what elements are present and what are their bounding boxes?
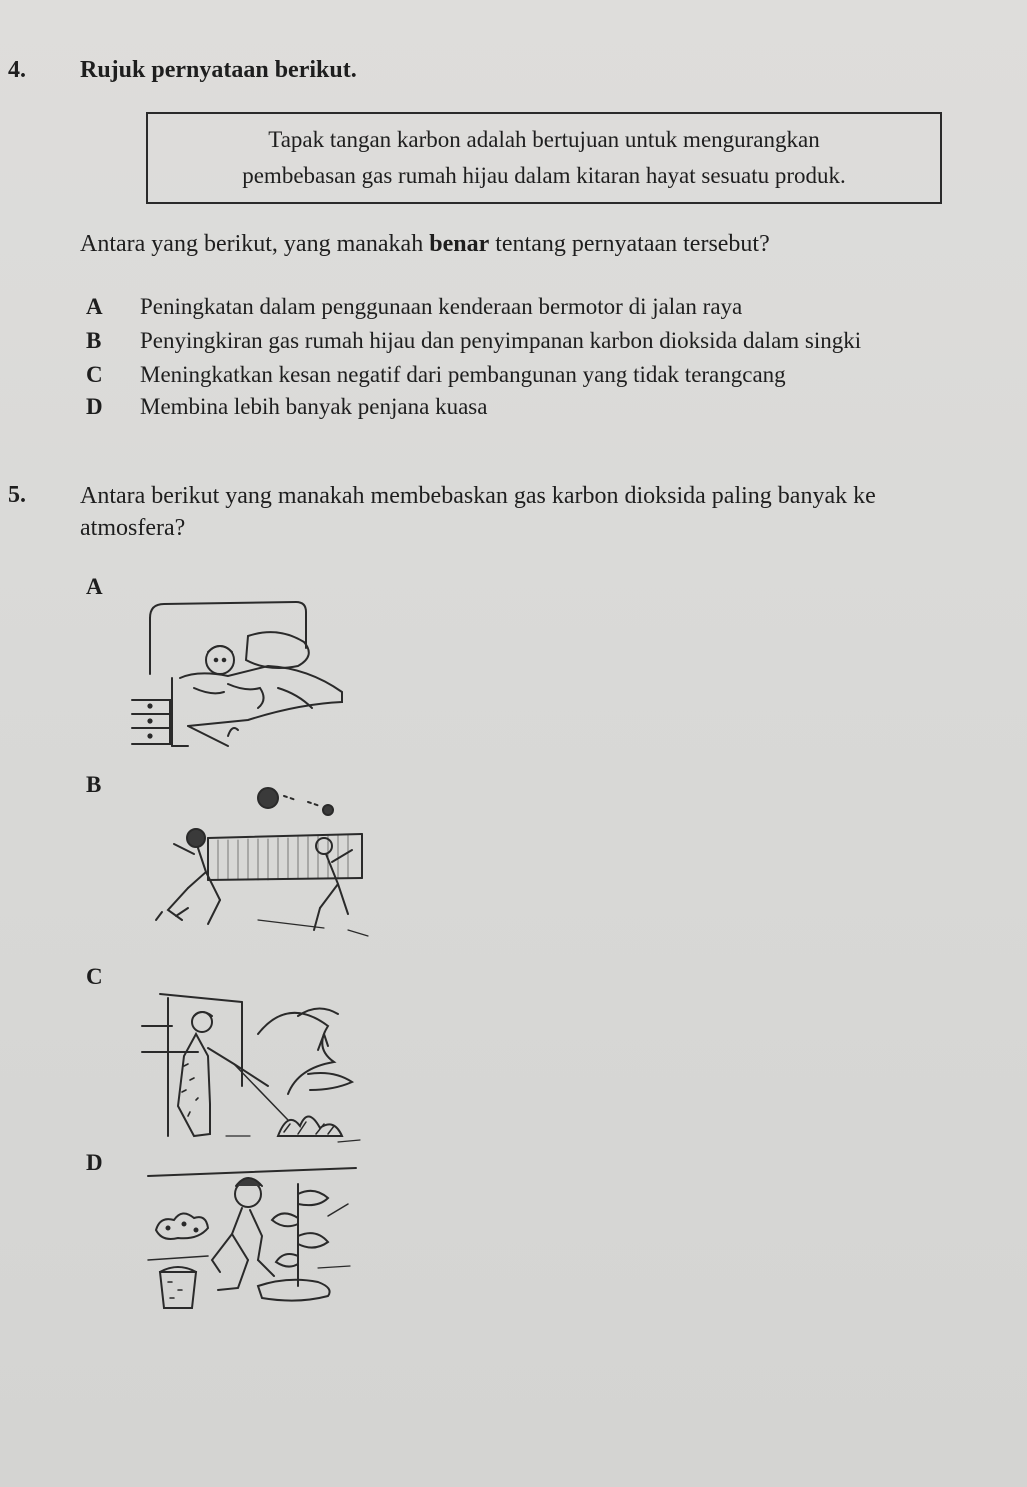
question-4-stem-after: tentang pernyataan tersebut? xyxy=(489,231,770,257)
sleeping-person-icon[interactable] xyxy=(128,596,358,752)
option-text: Penyingkiran gas rumah hijau dan penyimpanan karbon dioksida dalam singki xyxy=(140,328,862,353)
option-letter: C xyxy=(86,362,103,387)
question-5-line-2: atmosfera? xyxy=(80,515,186,541)
statement-box xyxy=(146,112,942,204)
question-4-option-d[interactable] xyxy=(86,392,487,422)
option-text: Meningkatkan kesan negatif dari pembangunan yang tidak terangcang xyxy=(140,362,786,387)
question-5-line-1: Antara berikut yang manakah membebaskan gas karbon dioksida paling banyak ke xyxy=(80,483,876,509)
option-text: Peningkatan dalam penggunaan kenderaan bermotor di jalan raya xyxy=(140,294,743,319)
question-5-option-b-letter: B xyxy=(86,772,102,797)
statement-line-1: Tapak tangan karbon adalah bertujuan untuk mengurangkan xyxy=(268,127,820,152)
question-4-stem xyxy=(80,228,770,260)
question-4-stem-before: Antara yang berikut, yang manakah xyxy=(80,231,430,257)
question-4-prompt: Rujuk pernyataan berikut. xyxy=(80,57,357,83)
question-4-option-a[interactable] xyxy=(86,292,742,322)
question-5-option-a-letter: A xyxy=(86,574,103,599)
badminton-players-icon[interactable] xyxy=(148,780,374,950)
option-letter: B xyxy=(86,328,102,353)
option-letter: A xyxy=(86,294,103,319)
question-4-stem-bold: benar xyxy=(429,231,490,257)
statement-line-2: pembebasan gas rumah hijau dalam kitaran hayat sesuatu produk. xyxy=(242,163,846,188)
question-5-number: 5. xyxy=(8,482,26,508)
option-letter: D xyxy=(86,394,103,419)
question-5-option-c-letter: C xyxy=(86,964,103,989)
burning-rubbish-icon[interactable] xyxy=(138,986,368,1146)
option-text: Membina lebih banyak penjana kuasa xyxy=(140,394,488,419)
question-4-option-b[interactable] xyxy=(86,326,861,356)
question-4-option-c[interactable] xyxy=(86,360,786,390)
planting-tree-icon[interactable] xyxy=(138,1164,368,1314)
question-4-number: 4. xyxy=(8,57,26,83)
question-5-option-d-letter: D xyxy=(86,1150,103,1175)
